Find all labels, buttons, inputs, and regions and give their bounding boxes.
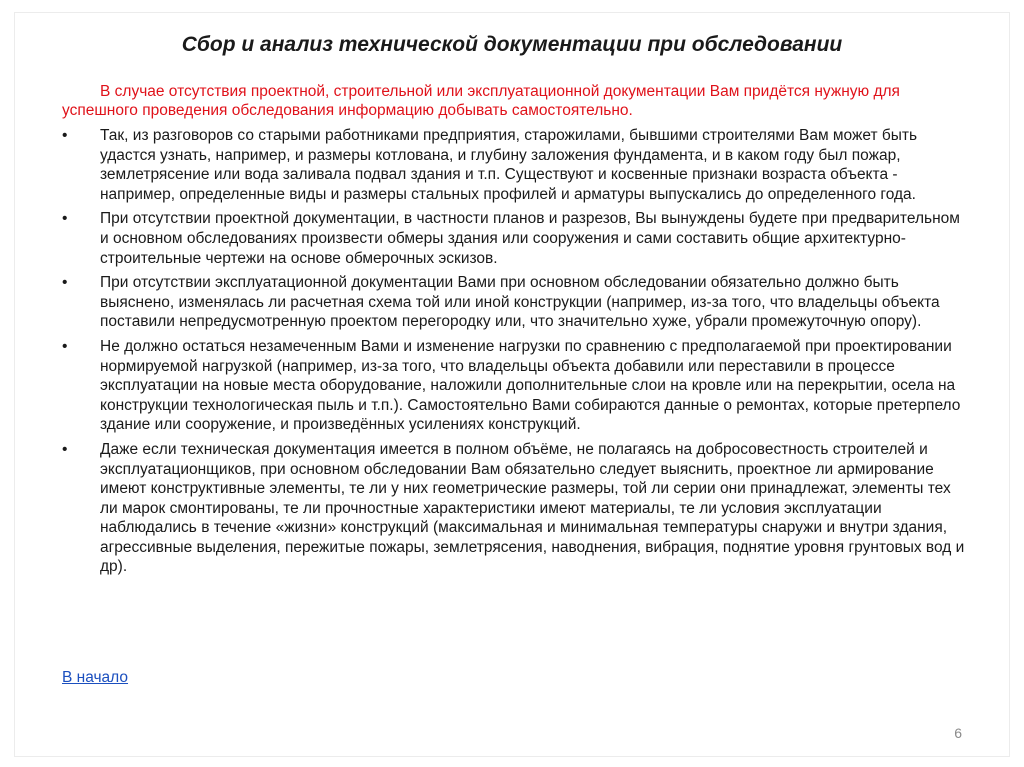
page-number: 6: [954, 725, 962, 741]
bullet-dot-icon: •: [62, 337, 68, 355]
list-item-text: Не должно остаться незамеченным Вами и изменение нагрузки по сравнению с предполагаемой при проектировании нормируемой нагрузкой (например, из-за того, что владельцы объекта добавили или переставили в процессе эксплуатации на новые места оборудование, наложили дополнительные слои на кровле или на перекрытии, осела на конструкции технологическая пыль и т.п.). Самостоятельно Вами собираются данные о ремонтах, которые претерпело здание или сооружение, и произведённых усилениях конструкций.: [100, 337, 961, 434]
list-item-text: При отсутствии проектной документации, в частности планов и разрезов, Вы вынуждены будете при предварительном и основном обследованиях произвести обмеры здания или сооружения и сами составить общие архитектурно-строительные чертежи на основе обмерочных эскизов.: [100, 210, 960, 267]
list-item: [62, 337, 970, 435]
list-item: [62, 440, 970, 577]
list-item: [62, 273, 970, 332]
bullet-list: [62, 126, 970, 582]
intro-paragraph: В случае отсутствия проектной, строительной или эксплуатационной документации Вам придётся нужную для успешного проведения обследования информацию добывать самостоятельно.: [62, 83, 900, 119]
list-item: [62, 209, 970, 268]
bullet-dot-icon: •: [62, 274, 68, 292]
slide-title: Сбор и анализ технической документации при обследовании: [181, 33, 843, 56]
list-item-text: При отсутствии эксплуатационной документации Вами при основном обследовании обязательно должно быть выяснено, изменялась ли расчетная схема той или иной конструкции (например, из-за того, что владельцы объекта поставили непредусмотренную проектом перегородку или, что значительно хуже, убрали промежуточную опору).: [100, 274, 940, 331]
bullet-dot-icon: •: [62, 210, 68, 228]
list-item-text: Так, из разговоров со старыми работниками предприятия, старожилами, бывшими строителями Вам может быть удастся узнать, например, и размеры котлована, и глубину заложения фундамента, и в каком году был пожар, землетрясение или вода заливала подвал здания и т.п. Существуют и косвенные признаки возраста объекта - например, определенные виды и размеры стальных профилей и арматуры выпускались до определенного года.: [100, 127, 918, 203]
list-item: [62, 126, 970, 204]
list-item-text: Даже если техническая документация имеется в полном объёме, не полагаясь на добросовестность строителей и эксплуатационщиков, при основном обследовании Вам обязательно следует выяснить, проектное ли армирование имеют конструктивные элементы, те ли у них геометрические размеры, той ли серии они принадлежат, элементы тех ли марок смонтированы, те ли прочностные характеристики имеют материалы, те ли условия эксплуатации наблюдались в течение «жизни» конструкций (максимальная и минимальная температуры снаружи и внутри здания, агрессивные выделения, пережитые пожары, землетрясения, наводнения, вибрация, поднятие уровня грунтовых вод и др).: [100, 440, 965, 576]
bullet-dot-icon: •: [62, 440, 68, 458]
home-link[interactable]: В начало: [62, 669, 129, 686]
bullet-dot-icon: •: [62, 127, 68, 144]
